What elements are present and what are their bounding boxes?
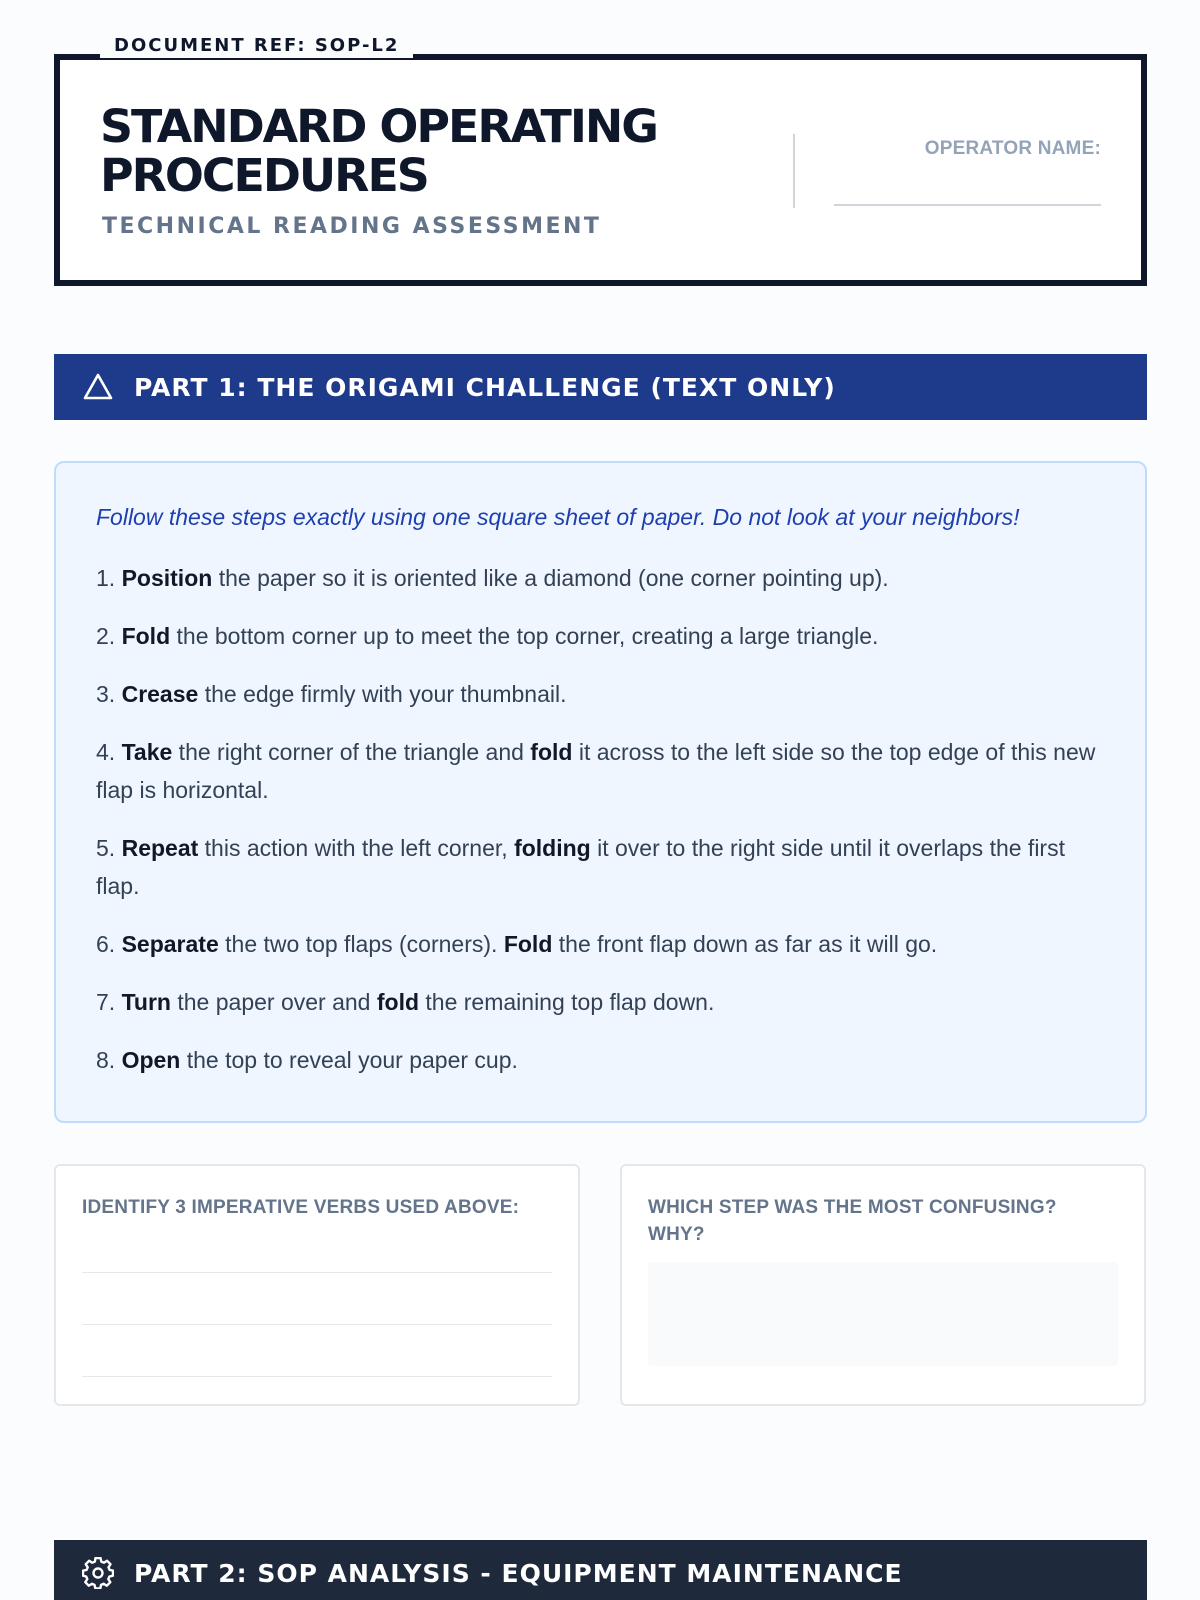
page-subtitle: TECHNICAL READING ASSESSMENT: [102, 214, 602, 239]
step-text: the front flap down as far as it will go.: [552, 931, 938, 957]
part1-header: [54, 354, 1147, 420]
step-text: the two top flaps (corners).: [218, 931, 504, 957]
step-verb: Fold: [503, 931, 553, 957]
step-verb: fold: [376, 989, 420, 1015]
page-title-line2: PROCEDURES: [100, 149, 428, 202]
step-text: the bottom corner up to meet the top corner, creating a large triangle.: [170, 623, 879, 649]
step-item: [96, 733, 1105, 809]
step-text: the paper over and: [170, 989, 377, 1015]
step-verb: Separate: [121, 931, 219, 957]
step-item: [96, 829, 1105, 905]
step-item: [96, 617, 1105, 655]
step-number: 7.: [96, 989, 122, 1015]
step-text: this action with the left corner,: [198, 835, 515, 861]
operator-name-field[interactable]: [834, 204, 1101, 206]
step-item: [96, 675, 1105, 713]
confusing-question-label: WHICH STEP WAS THE MOST CONFUSING? WHY?: [648, 1197, 1057, 1245]
page-title-line1: STANDARD OPERATING: [100, 100, 657, 153]
step-number: 1.: [96, 565, 122, 591]
confusing-answer-box[interactable]: [648, 1262, 1118, 1366]
instructions-intro: Follow these steps exactly using one square sheet of paper. Do not look at your neighbors!: [96, 504, 1020, 530]
steps-list: [96, 559, 1105, 1079]
step-item: [96, 925, 1105, 963]
step-verb: Take: [121, 739, 173, 765]
step-number: 2.: [96, 623, 122, 649]
step-text: the top to reveal your paper cup.: [180, 1047, 518, 1073]
answer-line[interactable]: [82, 1376, 552, 1377]
step-text: it across to the left side so the top edge of this new flap is horizontal.: [96, 739, 1096, 803]
step-item: [96, 559, 1105, 597]
header-divider: [793, 134, 795, 208]
step-verb: Position: [121, 565, 213, 591]
step-verb: fold: [530, 739, 573, 765]
step-number: 8.: [96, 1047, 122, 1073]
page-title: [100, 102, 753, 200]
step-item: [96, 983, 1105, 1021]
verbs-question-label: IDENTIFY 3 IMPERATIVE VERBS USED ABOVE:: [82, 1197, 520, 1218]
step-verb: Turn: [121, 989, 171, 1015]
step-number: 4.: [96, 739, 122, 765]
step-text: the remaining top flap down.: [419, 989, 715, 1015]
warning-triangle-icon: [82, 371, 114, 403]
step-number: 5.: [96, 835, 122, 861]
document-ref: DOCUMENT REF: SOP-L2: [100, 34, 413, 58]
step-verb: Open: [121, 1047, 181, 1073]
header-box: [54, 54, 1147, 286]
part2-title: PART 2: SOP ANALYSIS - EQUIPMENT MAINTENANCE: [134, 1558, 903, 1588]
step-text: the edge firmly with your thumbnail.: [198, 681, 567, 707]
step-number: 3.: [96, 681, 122, 707]
instructions-panel: [54, 461, 1147, 1123]
operator-name-label: OPERATOR NAME:: [924, 138, 1101, 159]
step-item: [96, 1041, 1105, 1079]
step-text: it over to the right side until it overlaps the first flap.: [96, 835, 1065, 899]
gear-icon: [82, 1557, 114, 1589]
step-text: the paper so it is oriented like a diamond (one corner pointing up).: [212, 565, 889, 591]
step-verb: Repeat: [121, 835, 199, 861]
step-verb: Crease: [121, 681, 199, 707]
verbs-question-card: [54, 1164, 580, 1406]
step-verb: folding: [514, 835, 591, 861]
confusing-question-card: [620, 1164, 1146, 1406]
step-text: the right corner of the triangle and: [172, 739, 531, 765]
answer-line[interactable]: [82, 1324, 552, 1325]
step-verb: Fold: [121, 623, 171, 649]
answer-line[interactable]: [82, 1272, 552, 1273]
part1-title: PART 1: THE ORIGAMI CHALLENGE (TEXT ONLY): [134, 372, 836, 402]
step-number: 6.: [96, 931, 122, 957]
part2-header: [54, 1540, 1147, 1600]
